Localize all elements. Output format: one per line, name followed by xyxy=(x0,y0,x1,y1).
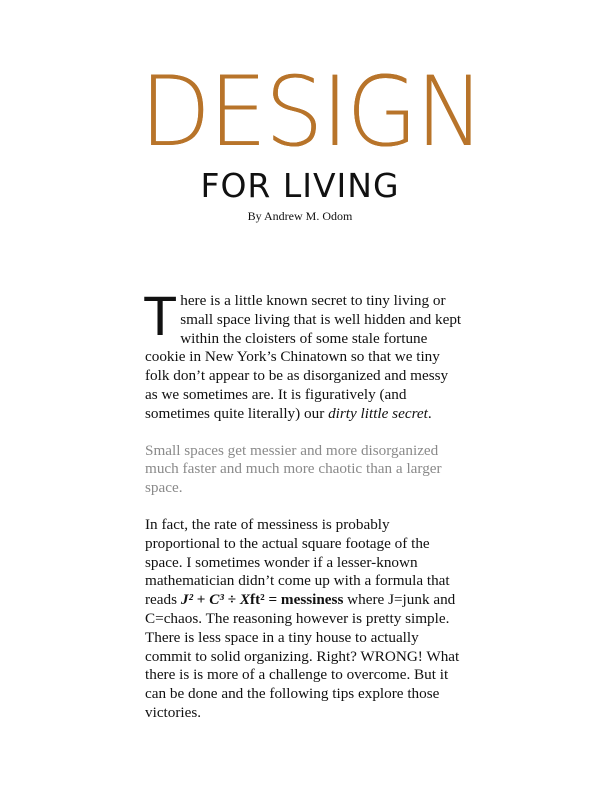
formula xyxy=(181,591,344,608)
drop-cap: T xyxy=(143,284,178,347)
intro-emphasis: dirty little secret xyxy=(328,404,428,422)
formula-div: ÷ xyxy=(223,591,240,609)
formula-c: C³ xyxy=(209,591,224,609)
formula-rest: ft² = messiness xyxy=(250,591,344,609)
formula-x: X xyxy=(239,591,251,609)
paragraph-callout: Small spaces get messier and more disorganized much faster and much more chaotic than a larger space. xyxy=(145,441,442,497)
page-title: DESIGN xyxy=(140,55,483,169)
formula-plus: + xyxy=(193,591,210,609)
formula-lead-text: In fact, the rate of messiness is probably proportional to the actual square footage of the space. I sometimes wonder if a lesser-known mathematician didn’t come up with a formula that reads xyxy=(145,515,450,609)
byline: By Andrew M. Odom xyxy=(247,209,353,223)
paragraph-formula xyxy=(145,516,463,723)
formula-j: J² xyxy=(180,591,193,609)
formula-trail-text: where J=junk and C=chaos. The reasoning however is pretty simple. There is less space in a tiny house to actually commit to solid organizing. Right? WRONG! What there is is more of a challenge to overcome. But it can be done and the following tips explore those victories. xyxy=(145,591,460,721)
paragraph-intro xyxy=(143,284,463,424)
article-body xyxy=(143,284,463,741)
page-subtitle: FOR LIVING xyxy=(200,166,400,205)
intro-text: here is a little known secret to tiny living or small space living that is well hidden and kept within the cloisters of some stale fortune cookie in New York’s Chinatown so that we tiny folk don’t appear to be as disorganized and messy as we sometimes are. It is figuratively (and sometimes quite literally) our xyxy=(145,292,462,422)
intro-end: . xyxy=(427,404,432,422)
